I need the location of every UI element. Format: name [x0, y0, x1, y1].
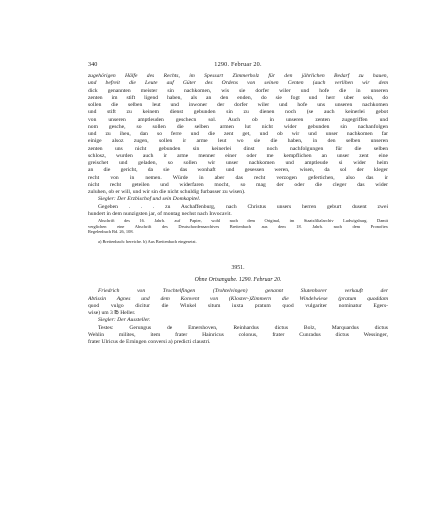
text-line: greischet und geladen, so sollen wir unser nachkomen und amptleude si wider heim: [88, 160, 388, 166]
page-header: [88, 60, 388, 70]
text-line: wise) um 3 ℔ Heller.: [88, 310, 136, 317]
source-note-line: verglichen eine Abschrift des Deutschordensarchives Breitenbach aus dem 18. Jahrh. nach dem Pronoftex: [88, 223, 388, 229]
charter-2-signer: Siegler: Der Aussteller.: [98, 317, 151, 324]
text-line: einige alsoz zugen, sollen ir arme leut wo sie die haben, in den selben unseren: [88, 138, 388, 145]
text-line: zenten uns nicht gebunden sin keinerlei dinst noch nachfolgungen für die selben: [88, 145, 388, 152]
text-line: Äbtissin Agnes und dem Konvent von (Kloster-)Zimmern die Windelwiese (pratum quoddam: [88, 295, 388, 302]
text-line: und befreit die Leute auf Güter des Ordens von seinen Centen (auch verlihen wir dem: [88, 80, 388, 87]
text-line: quod vulgo dicitur die Winkel situm iuxta pratum quod vulgariter nominatur Egers-: [88, 302, 388, 309]
text-line: und stift zu keinem dienst gebunden sin zu dienen noch (se auch keinerlei gebot: [88, 109, 388, 116]
text-line: zenten im stift ligend haben, als an den enden, do sie fogt und herr uber sein, do: [88, 94, 388, 101]
regest-header: Ohne Ortsangabe. 1290. Februar 20.: [194, 277, 282, 284]
page-body: [88, 73, 388, 346]
dating-line: hundert in dem nunzigsten jar, of montag nechst nach Invocavit.: [88, 210, 232, 217]
charter-1-source-note: [88, 218, 388, 235]
source-note-line: Abschrift des 16. Jahrh. auf Papier, wohl nach dem Original, im Staatsfilialarchiv Ludwigsburg. Damit: [98, 218, 388, 223]
text-line: schlosz, wurden auch ir arme menner einer oder me kempflichen an unser zent eine: [88, 152, 388, 159]
text-line: von unseren amptleuden geschecn sol. Auch ob in unseren zenten zugegriffen und: [88, 116, 388, 123]
charter-1-text: [88, 73, 388, 196]
charter-2-text: [88, 288, 388, 317]
text-line: dick genannten meister sin nachkomen, wis sie dorfer wiler und hofe die in unseren: [88, 87, 388, 94]
witness-line: frater Ulricus de Erningen conversi a) predicti claustri.: [88, 339, 211, 346]
charter-1-dating: [88, 204, 388, 219]
text-line: recht von in nemen. Würde in aber das recht verzogen gefertichen, also das ir: [88, 174, 388, 181]
document-number: 3951.: [231, 265, 245, 272]
text-line: an die gericht, da sie das wonhaft und gesessen weren, wisen, da sol der kleger: [88, 167, 388, 174]
text-line: Friedrich von Trochtelfingen (Trohtelvingen) genannt Slutenhorer verkauft der: [98, 288, 388, 295]
text-line: zugehörigen Hälfe des Rechts, im Spessart Zimmerholz für den jährlichen Bedarf zu hauen,: [88, 73, 388, 79]
text-line: nicht recht geteilen und widerfaren mocht, so mag der oder die cleger das wider: [88, 181, 388, 188]
text-line: sollen die selben leut und inwoner der dorfer wiler und hofe uns unseren nachkomen: [88, 102, 388, 108]
dating-line: Gegeben . . . zu Aschaffenburg, nach Christus unsers herren geburt dusent zwei: [98, 203, 388, 210]
text-line: nom gesche, so sollen die selben armen lut nicht wider gebunden sin nachanfolgen: [88, 123, 388, 130]
running-title: 1290. Februar 20.: [214, 61, 262, 68]
witness-line: Testes: Gerungus de Emershoven, Reinhardus dictus Bolz, Marquardus dictus: [98, 324, 388, 331]
charter-1-footnote: a) Breitenbach: bereiche. b) Aus Breitenbach eingesetzt.: [98, 238, 197, 244]
charter-1-signer: Siegler: Der Erzbischof und sein Domkapitel.: [98, 196, 201, 203]
source-note-line: Regelenbuch Bd. 26, 108.: [88, 229, 134, 235]
witness-line: Wehlin milites, item frater Hainricus colonus, frater Cunradus dictus Wessinger,: [88, 331, 388, 338]
text-line: zuluhen, ob er will, und wir sin die nicht schuldig furbasser zu wisen).: [88, 189, 246, 195]
charter-2-witnesses: [88, 325, 388, 347]
page-number: 340: [88, 61, 98, 68]
text-line: und zu iheu, dan so ferre und die zent get, und ob wir und unser nachkomen far: [88, 131, 388, 137]
